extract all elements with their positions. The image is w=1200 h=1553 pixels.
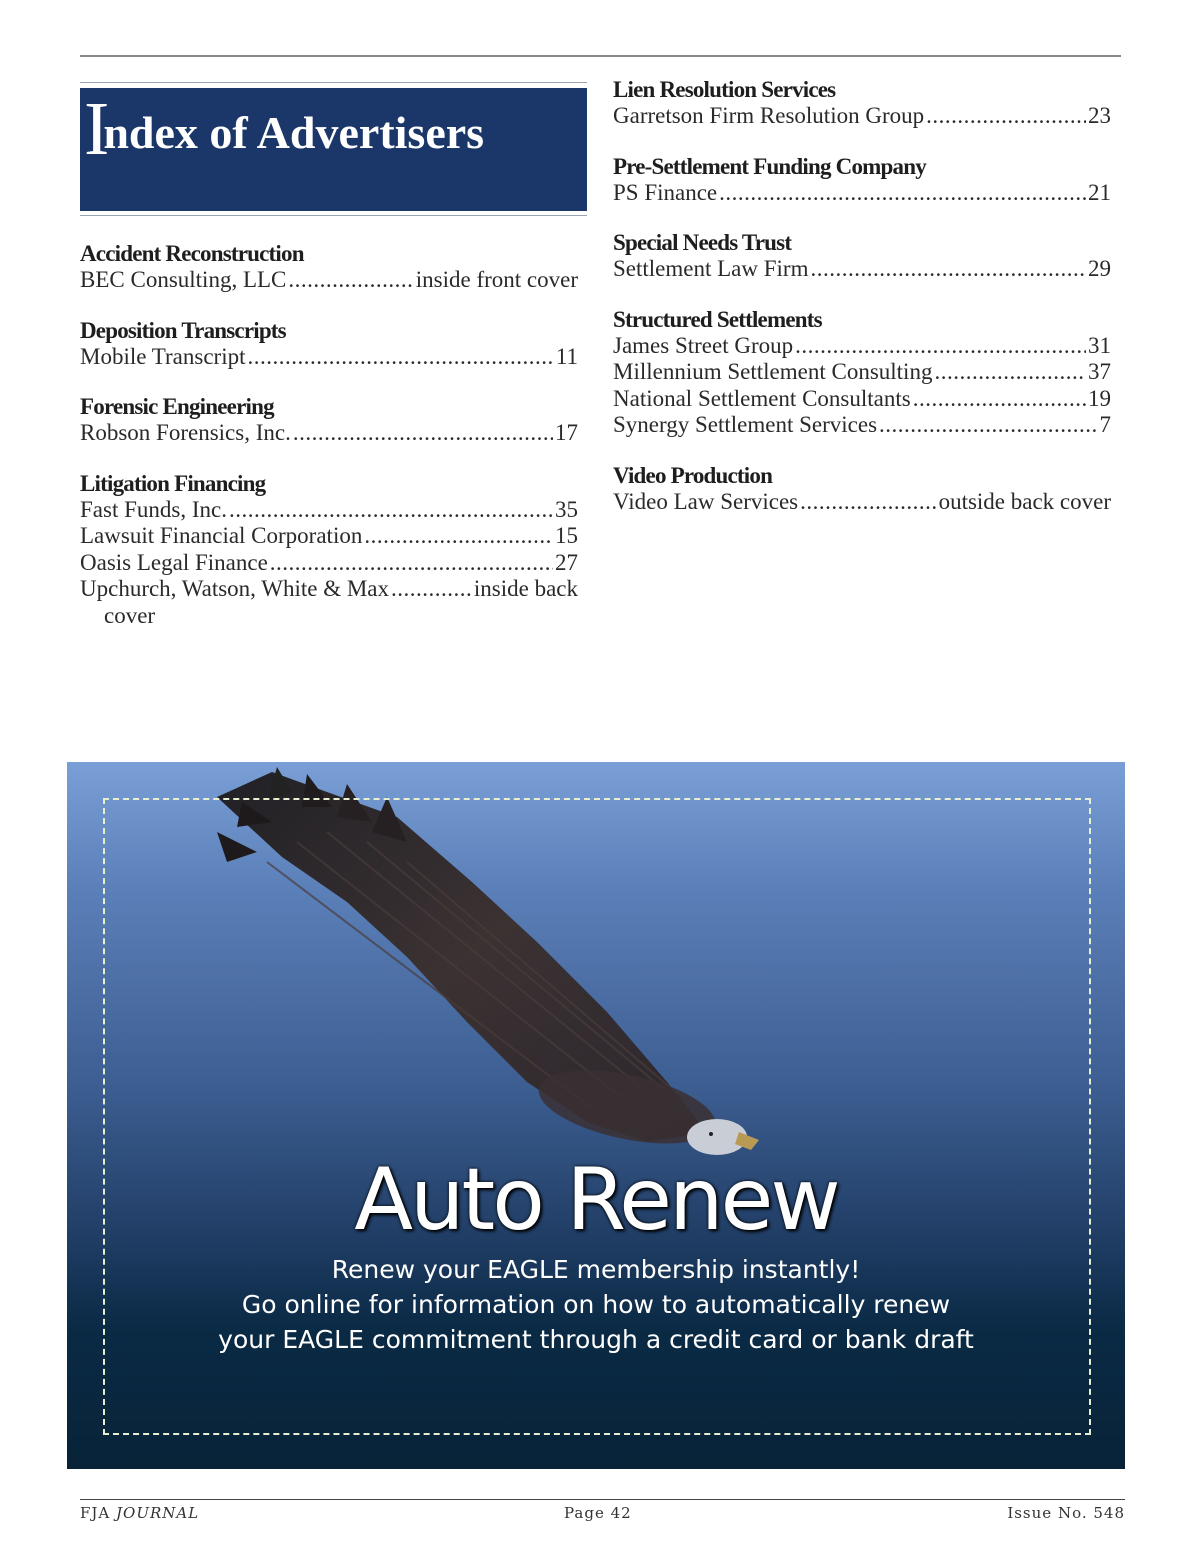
index-entry: Lawsuit Financial Corporation ..... 15 bbox=[80, 523, 578, 550]
footer-rule bbox=[80, 1499, 1125, 1500]
section-heading: Video Production bbox=[613, 462, 773, 488]
index-entry: Settlement Law Firm ..... 29 bbox=[613, 256, 1111, 283]
index-entry: BEC Consulting, LLC ..... inside front cover bbox=[80, 267, 578, 294]
index-entry: Fast Funds, Inc. ..... 35 bbox=[80, 497, 578, 524]
page-title: Index of Advertisers bbox=[84, 87, 485, 171]
page-title-banner bbox=[80, 82, 587, 216]
ad-text-line: Go online for information on how to automatically renew bbox=[241, 1290, 951, 1319]
ad-headline: Auto Renew bbox=[354, 1150, 838, 1250]
index-section bbox=[613, 229, 1111, 283]
section-heading: Lien Resolution Services bbox=[613, 77, 836, 102]
index-entry: National Settlement Consultants ..... 19 bbox=[613, 386, 1111, 413]
section-heading: Pre-Settlement Funding Company bbox=[613, 153, 926, 179]
section-heading: Structured Settlements bbox=[613, 306, 822, 332]
footer-issue-number: Issue No. 548 bbox=[1007, 1504, 1125, 1522]
footer-page-number: Page 42 bbox=[564, 1504, 632, 1522]
index-entry: Robson Forensics, Inc. ..... 17 bbox=[80, 420, 578, 447]
ad-text-line: your EAGLE commitment through a credit card or bank draft bbox=[218, 1325, 974, 1354]
index-section bbox=[613, 462, 1111, 516]
index-entry: Oasis Legal Finance ..... 27 bbox=[80, 550, 578, 577]
index-entry: Video Law Services ..... outside back cover bbox=[613, 489, 1111, 516]
advertiser-index-right-column bbox=[613, 76, 1111, 538]
index-entry: Millennium Settlement Consulting ..... 37 bbox=[613, 359, 1111, 386]
top-rule bbox=[80, 55, 1121, 57]
section-heading: Deposition Transcripts bbox=[80, 317, 286, 343]
index-section bbox=[80, 317, 578, 371]
index-entry: PS Finance ..... 21 bbox=[613, 180, 1111, 207]
index-section bbox=[613, 306, 1111, 439]
index-section bbox=[80, 393, 578, 447]
advertiser-index-left-column bbox=[80, 240, 578, 652]
index-section bbox=[613, 153, 1111, 207]
index-entry: Mobile Transcript ..... 11 bbox=[80, 344, 578, 371]
index-section bbox=[80, 240, 578, 294]
index-entry: Upchurch, Watson, White & Max ..... inside back cover bbox=[80, 576, 578, 629]
footer-journal: FJA JOURNAL bbox=[80, 1504, 200, 1522]
section-heading: Special Needs Trust bbox=[613, 230, 792, 255]
auto-renew-advertisement bbox=[67, 762, 1125, 1469]
index-section bbox=[80, 470, 578, 630]
index-entry: Garretson Firm Resolution Group ..... 23 bbox=[613, 103, 1111, 130]
ad-text-line: Renew your EAGLE membership instantly! bbox=[331, 1255, 861, 1284]
index-entry: James Street Group ..... 31 bbox=[613, 333, 1111, 360]
section-heading: Forensic Engineering bbox=[80, 394, 274, 419]
index-entry: Synergy Settlement Services ..... 7 bbox=[613, 412, 1111, 439]
section-heading: Litigation Financing bbox=[80, 470, 266, 496]
section-heading: Accident Reconstruction bbox=[80, 241, 304, 266]
index-section bbox=[613, 76, 1111, 130]
